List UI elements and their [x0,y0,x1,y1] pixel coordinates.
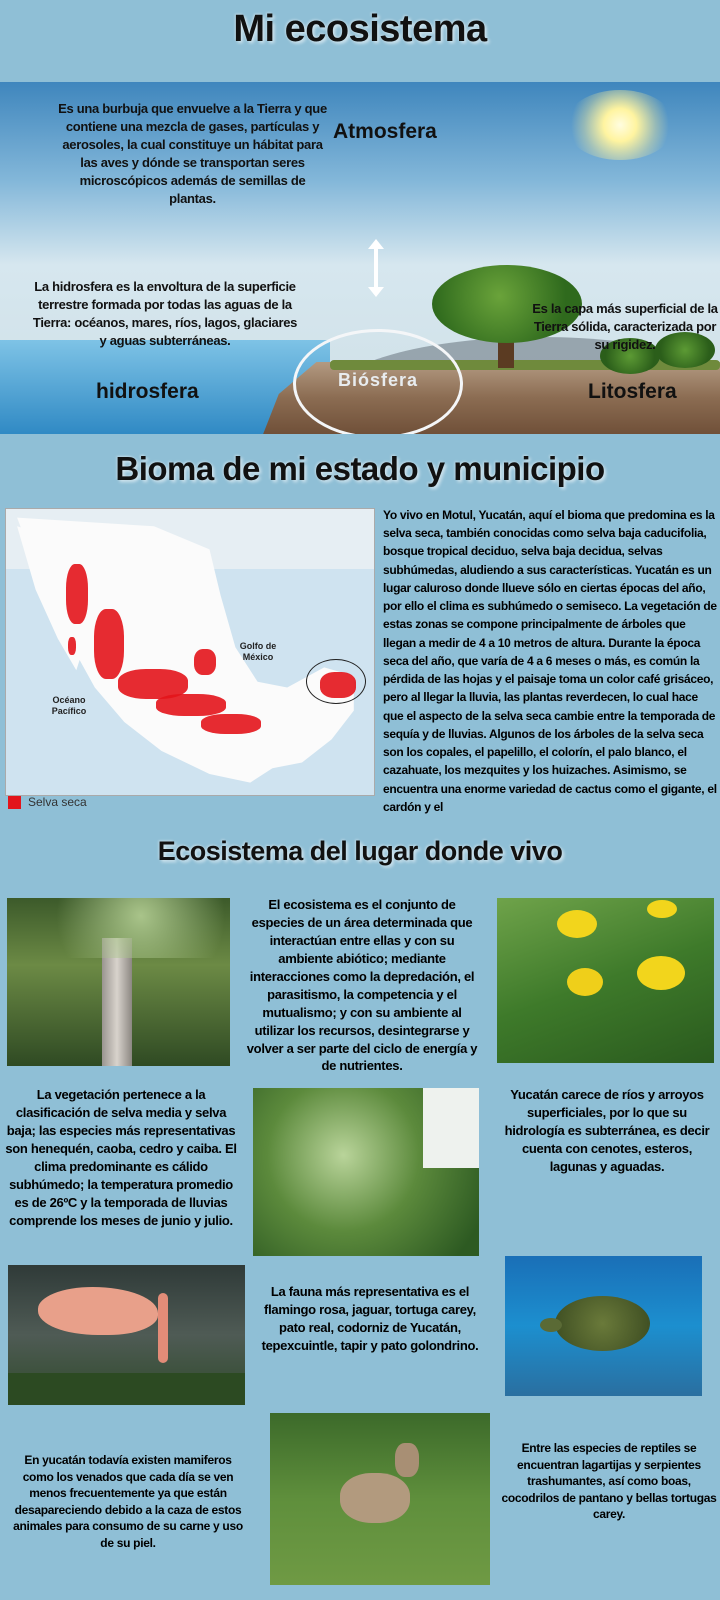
flamingo-photo [8,1265,245,1405]
reptiles-text: Entre las especies de reptiles se encuentran lagartijas y serpientes trashumantes, así como boas, cocodrilos de pantano y bellas tortugas carey. [501,1441,717,1522]
sea-turtle-photo [505,1256,702,1396]
litosfera-text: Es la capa más superficial de la Tierra sólida, caracterizada por su rigidez. [532,301,718,352]
plants [8,1373,245,1405]
legend-swatch [8,796,21,809]
selva-seca-area [201,714,261,734]
oceano-label: Océano Pacífico [51,695,87,716]
flower [647,900,677,918]
legend-label: Selva seca [28,795,87,809]
litosfera-label: Litosfera [588,380,677,403]
atmosfera-label: Atmosfera [333,120,437,143]
biosfera-label: Biósfera [337,370,419,390]
mexico-biome-map [5,508,375,796]
yucatan-highlight-circle [306,659,366,704]
sky-patch [423,1088,479,1168]
fauna-text: La fauna más representativa es el flamingo rosa, jaguar, tortuga carey, pato real, codorniz de Yucatán, tepexcuintle, tapir y pato golondrino. [261,1284,479,1353]
vegetacion-text: La vegetación pertenece a la clasificación de selva media y selva baja; las especies más representativas son henequén, caoba, cedro y caiba. El clima predominante es cálido subhúmedo; la temperatura promedio es de 26ºC y la temporada de lluvias comprende los meses de junio y julio. [5,1087,237,1228]
atmosfera-text: Es una burbuja que envuelve a la Tierra y que contiene una mezcla de gases, partículas y aerosoles, la cual constituye un hábitat para las aves y dónde se transportan seres microscópicos además de semillas de plantas. [58,101,327,206]
selva-seca-area [68,637,76,655]
sun-graphic [565,90,675,160]
double-arrow-icon [374,247,378,289]
selva-seca-area [156,694,226,716]
selva-seca-area [66,564,88,624]
deer-photo [270,1413,490,1585]
deer-head [395,1443,419,1477]
turtle-shell [555,1296,650,1351]
yellow-flowers-photo [497,898,714,1063]
ecosistema-definicion: El ecosistema es el conjunto de especies de un área determinada que interactúan entre ellas y con su ambiente abiótico; mediante interacciones como la depredación, el parasitismo, la competencia y el mutualismo; y con su ambiente al utilizar los recursos, desintegrarse y volver a ser parte del ciclo de energía y de nutrientes. [246,897,478,1074]
page-title: Mi ecosistema [233,8,487,50]
hidrosfera-text: La hidrosfera es la envoltura de la superficie terrestre formada por todas las aguas de la Tierra: océanos, mares, ríos, lagos, glaciares y aguas subterráneas. [32,279,298,348]
ecosistema-section-title: Ecosistema del lugar donde vivo [157,836,563,866]
canopy [7,898,230,958]
flamingo-body [38,1287,158,1335]
selva-seca-area [94,609,124,679]
flower [637,956,685,990]
bioma-section-title: Bioma de mi estado y municipio [115,450,605,487]
flower [567,968,603,996]
golfo-label: Golfo de México [239,641,277,662]
selva-seca-area [194,649,216,675]
hidrosfera-label: hidrosfera [96,380,199,403]
mamiferos-text: En yucatán todavía existen mamiferos como los venados que cada día se ven menos frecuentemente ya que están desapareciendo debido a la caza de estos animales para consumo de su carne y uso de su piel. [13,1453,243,1550]
hidrologia-text: Yucatán carece de ríos y arroyos superficiales, por lo que su hidrología es subterránea, es decir cuenta con cenotes, esteros, lagunas y aguadas. [504,1087,710,1174]
bioma-text: Yo vivo en Motul, Yucatán, aquí el bioma que predomina es la selva seca, también conocidas como selva baja caducifolia, bosque tropical deciduo, selva baja decidua, selvas subhúmedas, aludiendo a sus características. Yucatán es un lugar caluroso donde llueve sólo en ciertas épocas del año, por ello el clima es subhúmedo o semiseco. La vegetación de estas zonas se compone principalmente de árboles que llegan a medir de 4 a 10 metros de altura. Durante la época seca del año, que varía de 4 a 6 meses o más, es común la pérdida de las hojas y el paisaje toma un color café grisáceo, pero al llegar la lluvia, las plantas reverdecen, lo cual hace que el aspecto de la selva seca cambie entre la temporada de sequía y de lluvias. Algunos de los árboles de la selva seca son los copales, el papelillo, el colorín, el palo blanco, el cazahuate, los mezquites y los huizaches. Asimismo, se encuentra una enorme variedad de cactus como el gigante, el cardón y el [383,508,717,814]
earth-spheres-illustration [0,82,720,434]
deer-body [340,1473,410,1523]
flamingo-neck [158,1293,168,1363]
palm-photo [253,1088,479,1256]
ceiba-tree-photo [7,898,230,1066]
flower [557,910,597,938]
turtle-head [540,1318,562,1332]
